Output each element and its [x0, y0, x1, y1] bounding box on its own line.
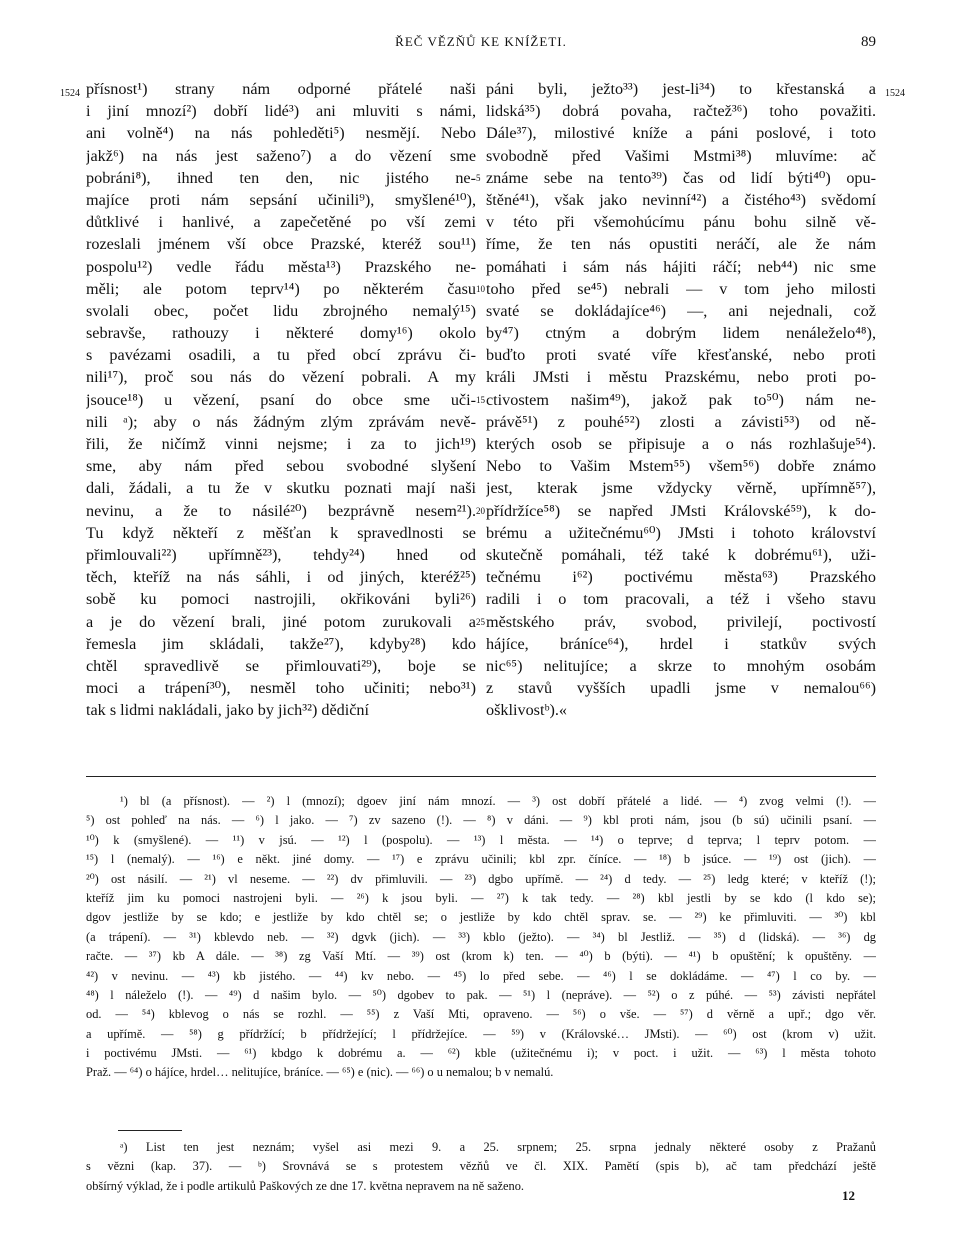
text-line: brému a užitečnému⁶⁰) JMsti i tohoto království	[486, 523, 876, 542]
text-line: sebravše, rathouzy i některé domy¹⁶) okolo	[86, 324, 476, 343]
variant-note-line: kteříž jim ku pomoci nastrojeni byli. — ²⁶) k jsou byli. — ²⁷) k tak tedy. — ²⁸) kbl jestli by se kdo (l kdo se);	[86, 890, 876, 905]
editor-comment-line: ᵃ) List ten jest neznám; vyšel asi mezi 9. a 25. srpnem; 25. srpna jednaly některé osoby z Pražanů	[120, 1140, 876, 1154]
text-line: moci a trápení³⁰), nesměl toho učiniti; nebo³¹)	[86, 679, 476, 698]
variant-note-line: (a trápení). — ³¹) kblevdo neb. — ³²) dgvk (jich). — ³³) kblo (ježto). — ³⁴) bl Jestliž. — ³⁵) d (lidská). — ³⁶) dg	[86, 929, 876, 944]
variant-note-line: ¹⁰) k (smyšlené). — ¹¹) v jsú. — ¹²) l (pospolu). — ¹³) l města. — ¹⁴) o teprve; d teprva; l teprv potom. —	[86, 832, 876, 847]
page-number: 89	[861, 34, 876, 50]
variant-note-line: ²⁰) ost násilí. — ²¹) vl neseme. — ²²) dv přimluvili. — ²³) dgbo upřímě. — ²⁴) d tedy. — ²⁵) ledg které; v kteříž (!);	[86, 871, 876, 886]
text-line: dali, žádali, a tu že v skutku poznati mají naši	[86, 479, 476, 498]
text-line: nili ᵃ); aby o nás žádným zlým zprávám nevě-	[86, 412, 476, 431]
text-line: chtěl spravedlivě se přimlouvati²⁹), boje se	[86, 656, 476, 675]
text-line: tečnému i⁶²) poctivému města⁶³) Prazského	[486, 568, 876, 587]
variant-note-line: dgov jestliže by se kdo; e jestliže by kdo chtěl se; o jestliže by kdo chtěl sprav. se. — ²⁹) ke přimluviti. — ³⁰) kbl	[86, 910, 876, 925]
text-line: těch, kteříž na nás sáhli, i od jiných, kteréž²⁵)	[86, 568, 476, 587]
text-line: rozeslali jménem vší obce Prazské, kteréž sou¹¹)	[86, 235, 476, 254]
text-line: kterých osob se připisuje a o nás rozhlašuje⁵⁴).	[486, 435, 876, 453]
comment-rule	[118, 1130, 182, 1131]
text-line: svobodně před Vašimi Mstmi³⁸) mluvíme: ač	[486, 146, 876, 165]
text-line: říme, že ten nás opustiti neráčí, ale že nám	[486, 235, 876, 254]
text-line: jest, kterak jsme vždycky věrně, upřímně⁵⁷),	[486, 479, 876, 498]
variant-note-line: ⁵) ost pohleď na nás. — ⁶) l jako. — ⁷) zv sazeno (!). — ⁸) v dáni. — ⁹) kbl proti nám, jsou (b sú) učinili psaní. —	[86, 813, 876, 828]
text-line: lidská³⁵) dobrá povaha, račtež³⁶) toho považiti.	[486, 102, 876, 121]
text-line: svaté se dokládajíce⁴⁶) —, ani nejednali, což	[486, 301, 876, 320]
text-line: by⁴⁷) ctným a dobrým lidem nenáleželo⁴⁸),	[486, 324, 876, 343]
text-line: páni byli, ježto³³) jest-li³⁴) to křestanská a	[486, 80, 876, 98]
text-line: Tu když někteří z měšťan k spravedlnosti se	[86, 523, 476, 542]
text-line: toho před se⁴⁵) nebrali — v tom jeho milosti	[486, 279, 876, 298]
text-line: měli; ale potom teprv¹⁴) po některém času	[86, 279, 476, 298]
text-line: králi JMsti i městu Prazskému, nebo proti po-	[486, 368, 876, 387]
text-line: v této při všemohúcímu pánu bohu silně vě-	[486, 213, 876, 232]
variant-note-line: ⁴⁸) l náleželo (!). — ⁴⁹) d našim bylo. — ⁵⁰) dgobev to pak. — ⁵¹) l (nepráve). — ⁵²) o z púhé. — ⁵³) závisti nepřátel	[86, 987, 876, 1002]
text-line: z stavů vyšších upadli jsme v nemalou⁶⁶)	[486, 679, 876, 698]
year-marker-left: 1524	[60, 88, 80, 99]
text-line: pospolu¹²) vedle řádu města¹³) Prazského ne-	[86, 257, 476, 276]
text-line: a je do vězení brali, jiné potom zurukovali a	[86, 612, 476, 631]
text-line: hájíce, bráníce⁶⁴), hrdel i statkův svých	[486, 634, 876, 653]
right-text-column	[486, 78, 876, 721]
editor-comment-line: s vězni (kap. 37). — ᵇ) Srovnává se s protestem vězňů ve čl. XIX. Pamětí (spis b), ač tam předchází ještě	[86, 1159, 876, 1174]
text-line: štěné⁴¹), však jako nevinní⁴²) a čistého⁴³) svědomí	[486, 190, 876, 209]
variant-note-line: račte. — ³⁷) kb A dále. — ³⁸) zg Vaší Mtí. — ³⁹) ost (krom k) ten. — ⁴⁰) b (býti). — ⁴¹) b opuštění; k opuštěny. —	[86, 949, 876, 964]
variant-notes	[86, 792, 876, 1083]
text-line: svolali obec, počet lidu zbrojného nemalý¹⁵)	[86, 301, 476, 320]
variant-note-line: i poctivému JMsti. — ⁶¹) kbdgo k dobrému a. — ⁶²) kble (užitečnému i); v poct. i užit. — ⁶³) l města tohoto	[86, 1046, 876, 1061]
editor-comments	[86, 1138, 876, 1196]
text-line: důtklivé i hanlivé, a zapečetěné po vší zemi	[86, 213, 476, 232]
variant-note-line: od. — ⁵⁴) kblevog o nás se rozhl. — ⁵⁵) z Vaší Mti, opraveno. — ⁵⁶) o vše. — ⁵⁷) d věrně a upř.; dgo věr.	[86, 1007, 876, 1022]
variant-note-line: Praž. — ⁶⁴) o hájíce, hrdel… nelitujíce, bráníce. — ⁶⁵) e (nic). — ⁶⁶) o u nemalou; b v nemalú.	[86, 1065, 554, 1080]
text-line: nevinu, a že to násilé²⁰) bezprávně nesem²¹).	[86, 501, 476, 520]
text-line: pobráni⁸), ihned ten den, nic jistého ne-	[86, 168, 476, 187]
line-number: 25	[476, 616, 485, 627]
variant-note-line: ¹) bl (a přísnost). — ²) l (mnozí); dgoev jiní nám mnozí. — ³) ost dobří přátelé a lidé. — ⁴) zvog velmi (!). —	[120, 794, 876, 808]
text-line: městského práv, svobod, privilejí, poctivostí	[486, 612, 876, 631]
text-line: přimlouvali²²) upřímně²³), tehdy²⁴) hned od	[86, 545, 476, 564]
text-line: Dále³⁷), milostivé kníže a páni poslové, i toto	[486, 124, 876, 143]
running-title: ŘEČ VĚZŇŮ KE KNÍŽETI.	[395, 34, 567, 49]
text-line: i jiní mnozí²) dobří lidé³) ani mluviti s námi,	[86, 102, 476, 121]
variant-note-line: ¹⁵) l (nemalý). — ¹⁶) e někt. jiné domy. — ¹⁷) e zprávu učinili; kbl zpr. číníce. — ¹⁸) b jsúce. — ¹⁹) ost (jich). —	[86, 852, 876, 867]
text-line: ošklivostᵇ).«	[486, 701, 568, 720]
text-line: ctivostem našim⁴⁹), jakož pak to⁵⁰) nám ne-	[486, 390, 876, 409]
text-line: tak s lidmi nakládali, jako by jich³²) dědiční	[86, 701, 370, 720]
text-line: řili, že ničímž vinni nejsme; i za to jich¹⁹)	[86, 435, 476, 453]
line-number: 5	[476, 172, 481, 183]
year-marker-right: 1524	[885, 88, 905, 99]
text-line: buďto proti svaté víře křesťanské, nebo proti	[486, 346, 876, 365]
variant-note-line: ⁴²) v nevinu. — ⁴³) kb jistého. — ⁴⁴) kv nebo. — ⁴⁵) lo před sebe. — ⁴⁶) l se dokládáme. — ⁴⁷) l co by. —	[86, 968, 876, 983]
left-text-column	[86, 78, 476, 721]
sheet-number: 12	[842, 1188, 855, 1203]
text-line: přídržíce⁵⁸) se napřed JMsti Královské⁵⁹), k do-	[486, 501, 876, 520]
text-line: s pavézami osadili, a tu před obcí zprávu či-	[86, 346, 476, 365]
line-number: 10	[476, 283, 485, 294]
text-line: přísnost¹) strany nám odporné přátelé naši	[86, 80, 476, 98]
text-line: ani volně⁴) na nás pohleděti⁵) nesmějí. Nebo	[86, 124, 476, 143]
text-line: pomáhati i sám nás hájiti ráčí; neb⁴⁴) nic sme	[486, 257, 876, 276]
text-line: sobě ku pomoci nastrojili, okřikováni byli²⁶)	[86, 590, 476, 609]
running-head	[86, 34, 876, 56]
text-line: nic⁶⁵) nelitujíce; a skrze to mnohým osobám	[486, 656, 876, 675]
editor-comment-line: obšírný výklad, že i podle artikulů Paškových ze dne 17. května nepravem na ně saženo.	[86, 1178, 525, 1193]
line-number: 15	[476, 394, 485, 405]
text-line: radili i o tom pracovali, a též i všeho stavu	[486, 590, 876, 609]
text-line: skutečně pomáhali, též také k dobrému⁶¹), uži-	[486, 545, 876, 564]
text-line: sme, aby nám před sebou svobodné slyšení	[86, 457, 476, 476]
text-line: majíce proti nám sepsání učinili⁹), smyšlené¹⁰),	[86, 190, 476, 209]
text-line: řemesla jim skládali, takže²⁷), kdyby²⁸) kdo	[86, 634, 476, 653]
text-line: Nebo to Vašim Mstem⁵⁵) všem⁵⁶) dobře známo	[486, 457, 876, 476]
variant-note-line: a upřímě. — ⁵⁸) g přídržící; b přídržející; l přídržejíce. — ⁵⁹) v (Královské… JMsti). — ⁶⁰) ost (krom v) užit.	[86, 1026, 876, 1041]
text-line: známe sebe na tento³⁹) čas od lidí býti⁴⁰) opu-	[486, 168, 876, 187]
footnote-rule	[86, 776, 876, 777]
text-line: nili¹⁷), proč sou nás do vězení pobrali. A my	[86, 368, 476, 387]
text-line: jakž⁶) na nás jest saženo⁷) a do vězení sme	[86, 146, 476, 165]
text-line: jsouce¹⁸) u vězení, psaní do obce sme uči-	[86, 390, 476, 409]
line-number: 20	[476, 505, 485, 516]
text-line: právě⁵¹) z pouhé⁵²) zlosti a závisti⁵³) od ně-	[486, 412, 876, 431]
